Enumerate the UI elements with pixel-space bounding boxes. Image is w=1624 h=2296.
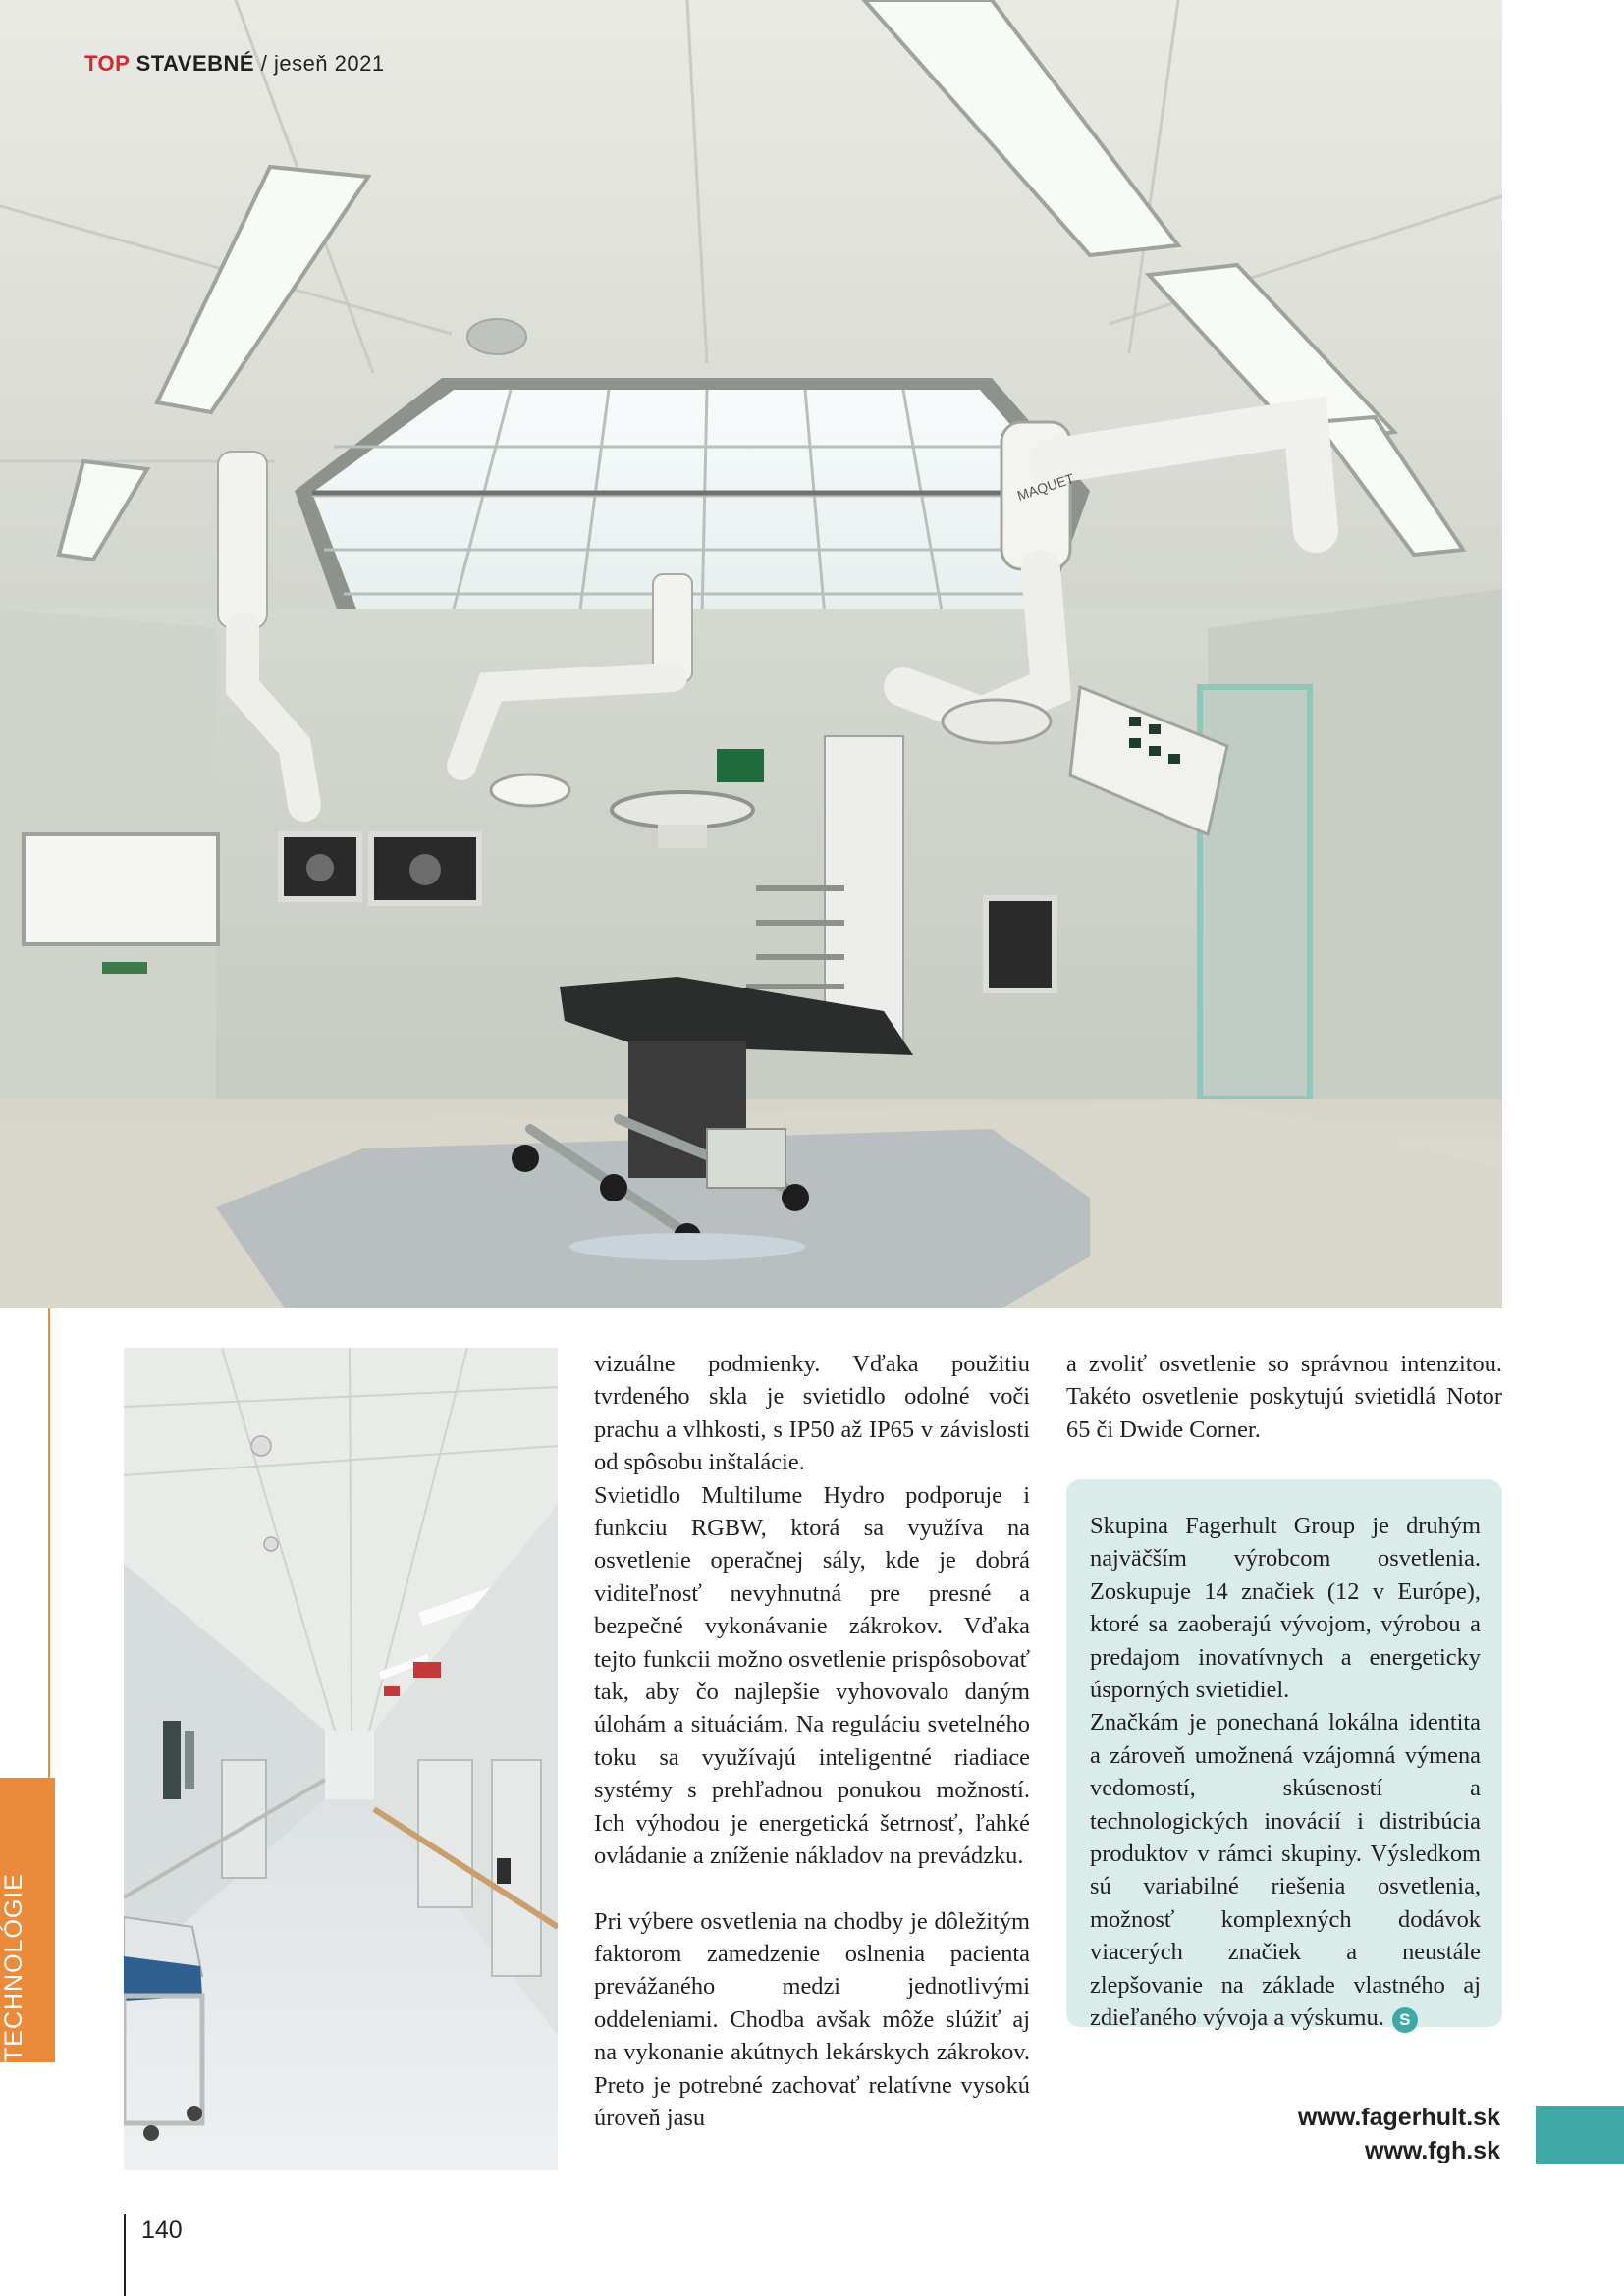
masthead-issue: / jeseň 2021 [260,51,385,76]
article-column-2 [1066,1348,1502,1446]
info-box-paragraph-2 [1090,1706,1481,2034]
maquet-logo-text: MAQUET [1014,470,1076,504]
article-column-1 [594,1348,1030,2134]
column1-paragraph-1: vizuálne podmienky. Vďaka použitiu tvrdeného skla je svietidlo odolné voči prachu a vlhkosti, s IP50 až IP65 v závislosti od spôsobu inštalácie. [594,1351,1030,1476]
margin-orange-line [48,1308,50,1778]
section-label [0,2007,28,2062]
masthead-brand-dark: STAVEBNÉ [135,51,255,76]
column1-paragraph-2: Svietidlo Multilume Hydro podporuje i funkciu RGBW, ktorá sa využíva na osvetlenie operačnej sály, kde je dobrá viditeľnosť nevyhnutná pre presné a bezpečné vykonávanie zákrokov. Vďaka tejto funkcii možno osvetlenie prispôsobovať tak, aby čo najlepšie vyhovovalo daným úlohám a situáciám. Na reguláciu svetelného toku sa využívajú inteligentné riadiace systémy s prehľadnou ponukou možností. Ich výhodou je energetická šetrnosť, ľahké ovládanie a zníženie nákladov na prevádzku. [594,1481,1030,1870]
page-number: 140 [141,2216,183,2244]
column2-paragraph-1: a zvoliť osvetlenie so správnou intenzitou. Takéto osvetlenie poskytujú svietidlá Notor 65 či Dwide Corner. [1066,1351,1502,1443]
url-fgh[interactable]: www.fgh.sk [1365,2137,1500,2164]
website-links [1298,2101,1500,2167]
company-info-box [1066,1479,1502,2032]
column1-paragraph-3: Pri výbere osvetlenia na chodby je dôležitým faktorom zamedzenie oslnenia pacienta prevážaného medzi jednotlivými oddeleniami. Chodba avšak môže slúžiť aj na vykonanie akútnych lekárskych zákrokov. Preto je potrebné zachovať relatívne vysokú úroveň jasu [594,1907,1030,2131]
teal-edge-tab [1536,2106,1624,2164]
masthead [84,51,385,77]
hospital-corridor-photo [124,1348,558,2170]
url-fagerhult[interactable]: www.fagerhult.sk [1297,2104,1500,2131]
info-box-paragraph-1: Skupina Fagerhult Group je druhým najväčším výrobcom osvetlenia. Zoskupuje 14 značiek (12 v Európe), ktoré sa zaoberajú vývojom, výrobou a predajom inovatívnych a energeticky úsporných svietidiel. [1090,1513,1481,1704]
masthead-brand-red: TOP [84,51,130,76]
article-end-icon: S [1392,2007,1418,2033]
info-box-paragraph-2-text: Značkám je ponechaná lokálna identita a zároveň umožnená vzájomná výmena vedomostí, skúseností a technologických inovácií i distribúcia produktov v rámci skupiny. Výsledkom sú variabilné riešenia osvetlenia, možnosť komplexných dodávok viacerých značiek a neustále zlepšovanie na základe vlastného aj zdieľaného vývoja a výskumu. [1090,1709,1481,2032]
page-number-rule [124,2214,126,2296]
